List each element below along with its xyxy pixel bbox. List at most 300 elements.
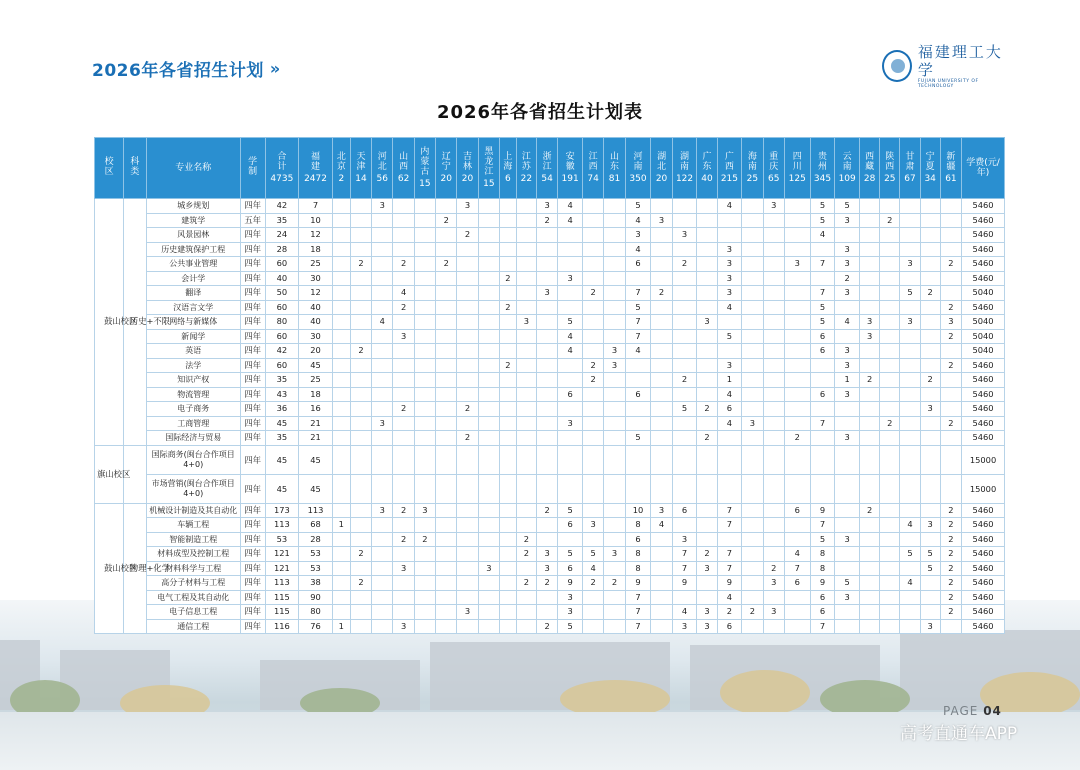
table-cell: [414, 213, 435, 228]
tuition-cell: 5460: [962, 228, 1005, 243]
table-cell: 3: [372, 199, 393, 214]
table-cell: 121: [265, 561, 299, 576]
table-cell: [350, 431, 371, 446]
column-header: [625, 138, 651, 199]
table-cell: [651, 242, 672, 257]
table-cell: [372, 445, 393, 474]
table-cell: 四年: [240, 605, 265, 620]
table-cell: 四年: [240, 547, 265, 562]
table-cell: 60: [265, 300, 299, 315]
table-cell: [372, 590, 393, 605]
table-cell: [478, 605, 499, 620]
table-cell: 3: [835, 532, 860, 547]
table-cell: 3: [697, 561, 717, 576]
table-cell: [672, 329, 697, 344]
table-cell: [478, 474, 499, 503]
column-header-label: 吉林: [463, 152, 473, 172]
table-cell: 2: [350, 547, 371, 562]
table-cell: 80: [299, 605, 333, 620]
table-row: [95, 213, 1005, 228]
table-cell: [537, 271, 558, 286]
table-cell: [920, 605, 940, 620]
table-cell: 四年: [240, 503, 265, 518]
table-cell: 4: [717, 416, 742, 431]
table-cell: [457, 242, 478, 257]
table-cell: [784, 271, 810, 286]
table-cell: 2: [940, 329, 961, 344]
column-header-label: 合计: [277, 152, 287, 172]
table-cell: 2: [784, 431, 810, 446]
table-cell: 42: [265, 199, 299, 214]
table-cell: [457, 213, 478, 228]
subject-label: 历史+不限: [129, 316, 171, 327]
table-cell: [537, 605, 558, 620]
table-cell: 1: [332, 518, 350, 533]
table-cell: 4: [717, 300, 742, 315]
table-cell: [880, 561, 900, 576]
table-cell: [516, 286, 536, 301]
table-row: [95, 286, 1005, 301]
table-cell: [414, 387, 435, 402]
table-cell: 4: [625, 344, 651, 359]
table-cell: [558, 242, 583, 257]
table-cell: 四年: [240, 329, 265, 344]
table-cell: [350, 329, 371, 344]
table-cell: 42: [265, 344, 299, 359]
table-cell: [516, 431, 536, 446]
table-cell: [920, 242, 940, 257]
table-cell: [499, 605, 516, 620]
table-cell: [457, 286, 478, 301]
table-cell: [582, 431, 603, 446]
column-header-total: 20: [461, 174, 474, 184]
table-cell: [920, 329, 940, 344]
table-cell: [835, 605, 860, 620]
table-cell: 2: [582, 373, 603, 388]
table-cell: [414, 431, 435, 446]
table-cell: [457, 503, 478, 518]
table-cell: [940, 619, 961, 634]
table-cell: [742, 387, 763, 402]
table-cell: [414, 561, 435, 576]
table-cell: [457, 329, 478, 344]
table-cell: [332, 590, 350, 605]
table-cell: [717, 474, 742, 503]
table-cell: 四年: [240, 286, 265, 301]
tuition-cell: 5040: [962, 344, 1005, 359]
table-cell: 四年: [240, 300, 265, 315]
table-cell: [784, 315, 810, 330]
table-cell: 四年: [240, 228, 265, 243]
column-header: [582, 138, 603, 199]
table-cell: [478, 576, 499, 591]
table-cell: [332, 431, 350, 446]
table-cell: [350, 358, 371, 373]
table-cell: 113: [265, 576, 299, 591]
table-cell: [414, 445, 435, 474]
column-header-label: 贵州: [818, 152, 828, 172]
table-cell: [763, 431, 784, 446]
column-header-label: 河北: [377, 152, 387, 172]
table-cell: [350, 387, 371, 402]
table-row: [95, 228, 1005, 243]
column-header: [962, 138, 1005, 199]
table-cell: [672, 300, 697, 315]
column-header-total: 122: [675, 174, 694, 184]
table-cell: 4: [558, 329, 583, 344]
major-name-cell: 公共事业管理: [146, 257, 240, 272]
table-cell: [350, 242, 371, 257]
table-cell: [537, 242, 558, 257]
table-row: [95, 344, 1005, 359]
column-header-total: 215: [720, 174, 738, 184]
table-cell: [742, 199, 763, 214]
table-cell: [763, 344, 784, 359]
table-cell: [900, 619, 920, 634]
column-header-label: 山西: [399, 152, 409, 172]
table-cell: [558, 474, 583, 503]
table-cell: [436, 503, 457, 518]
table-cell: [457, 474, 478, 503]
table-cell: 3: [604, 358, 625, 373]
table-cell: [332, 576, 350, 591]
table-cell: [880, 445, 900, 474]
table-cell: [478, 532, 499, 547]
table-cell: 3: [414, 503, 435, 518]
table-cell: 4: [393, 286, 414, 301]
table-cell: [697, 199, 717, 214]
column-header-label: 天津: [356, 152, 366, 172]
table-cell: 3: [717, 358, 742, 373]
table-cell: [436, 402, 457, 417]
table-cell: [372, 286, 393, 301]
table-cell: [457, 300, 478, 315]
column-header-total: 40: [701, 174, 713, 184]
table-cell: [478, 199, 499, 214]
table-cell: 四年: [240, 474, 265, 503]
column-header-total: 125: [788, 174, 806, 184]
table-cell: [436, 431, 457, 446]
page-number: [943, 704, 1002, 718]
table-cell: [717, 213, 742, 228]
table-row: [95, 387, 1005, 402]
table-cell: 2: [499, 271, 516, 286]
table-cell: 18: [299, 242, 333, 257]
table-cell: [900, 402, 920, 417]
table-cell: 25: [299, 257, 333, 272]
table-cell: [393, 242, 414, 257]
table-cell: 45: [299, 445, 333, 474]
table-cell: [763, 590, 784, 605]
table-cell: [537, 228, 558, 243]
table-cell: [835, 228, 860, 243]
table-cell: [436, 474, 457, 503]
column-header-label: 湖南: [680, 152, 690, 172]
table-row: [95, 257, 1005, 272]
column-header-total: 109: [838, 174, 856, 184]
table-cell: [651, 228, 672, 243]
table-cell: [900, 445, 920, 474]
table-cell: [835, 474, 860, 503]
column-header-label: 广东: [702, 152, 712, 172]
table-cell: [860, 402, 880, 417]
table-cell: [499, 387, 516, 402]
table-cell: 6: [558, 518, 583, 533]
table-cell: [499, 402, 516, 417]
table-cell: [582, 503, 603, 518]
table-cell: [499, 315, 516, 330]
table-cell: [860, 228, 880, 243]
tuition-cell: 5460: [962, 619, 1005, 634]
column-header: [146, 138, 240, 199]
table-cell: [651, 474, 672, 503]
column-header-total: 2: [338, 174, 345, 184]
table-cell: 4: [835, 315, 860, 330]
major-name-cell: 会计学: [146, 271, 240, 286]
table-cell: [436, 300, 457, 315]
table-cell: 四年: [240, 271, 265, 286]
table-cell: 2: [940, 358, 961, 373]
tuition-cell: 5460: [962, 300, 1005, 315]
table-row: [95, 619, 1005, 634]
table-cell: [372, 228, 393, 243]
table-cell: 2: [940, 300, 961, 315]
table-cell: [582, 329, 603, 344]
table-cell: 8: [625, 547, 651, 562]
table-cell: 3: [920, 518, 940, 533]
table-cell: [940, 474, 961, 503]
table-cell: 5: [625, 431, 651, 446]
table-cell: [582, 474, 603, 503]
tuition-cell: 5460: [962, 431, 1005, 446]
table-cell: 2: [697, 431, 717, 446]
table-cell: 40: [265, 271, 299, 286]
table-cell: [940, 199, 961, 214]
table-cell: 9: [717, 576, 742, 591]
table-cell: [651, 402, 672, 417]
table-cell: [457, 532, 478, 547]
major-name-cell: 国际商务(闽台合作项目4+0): [146, 445, 240, 474]
table-cell: [763, 518, 784, 533]
table-row: [95, 300, 1005, 315]
table-cell: [835, 329, 860, 344]
table-cell: [697, 329, 717, 344]
table-cell: [784, 300, 810, 315]
table-cell: 7: [810, 518, 835, 533]
table-cell: [516, 605, 536, 620]
table-cell: [393, 576, 414, 591]
table-cell: [651, 271, 672, 286]
table-cell: [880, 576, 900, 591]
watermark-text: 高考直通车APP: [900, 724, 1018, 744]
table-cell: [880, 373, 900, 388]
table-cell: 4: [582, 561, 603, 576]
column-header-label: 新疆: [946, 152, 956, 172]
page-label: PAGE: [943, 704, 979, 718]
table-cell: 2: [499, 300, 516, 315]
table-cell: [582, 402, 603, 417]
table-cell: [332, 242, 350, 257]
table-cell: [516, 416, 536, 431]
major-name-cell: 通信工程: [146, 619, 240, 634]
table-cell: 3: [672, 228, 697, 243]
table-cell: 3: [672, 619, 697, 634]
table-cell: [537, 474, 558, 503]
table-cell: [478, 286, 499, 301]
table-cell: 8: [810, 561, 835, 576]
table-cell: [350, 474, 371, 503]
table-cell: [763, 228, 784, 243]
table-cell: 2: [940, 561, 961, 576]
table-cell: 2: [920, 286, 940, 301]
table-cell: [920, 344, 940, 359]
table-cell: 7: [625, 315, 651, 330]
column-header-label: 广西: [724, 152, 734, 172]
campus-cell: [95, 445, 131, 503]
tuition-cell: 5460: [962, 373, 1005, 388]
table-cell: [436, 576, 457, 591]
table-cell: [350, 373, 371, 388]
table-cell: [372, 358, 393, 373]
column-header-label: 科类: [130, 157, 140, 177]
table-cell: [860, 300, 880, 315]
table-cell: [537, 431, 558, 446]
tuition-cell: 5460: [962, 576, 1005, 591]
table-cell: [920, 445, 940, 474]
major-name-cell: 翻译: [146, 286, 240, 301]
table-cell: 3: [537, 561, 558, 576]
table-cell: 7: [672, 561, 697, 576]
table-cell: [784, 605, 810, 620]
table-cell: [784, 387, 810, 402]
table-cell: [920, 213, 940, 228]
table-cell: 7: [717, 518, 742, 533]
table-cell: [582, 315, 603, 330]
table-cell: [900, 242, 920, 257]
table-cell: 3: [393, 329, 414, 344]
table-row: [95, 431, 1005, 446]
table-cell: [742, 271, 763, 286]
table-cell: 7: [625, 590, 651, 605]
table-cell: 7: [810, 286, 835, 301]
table-cell: [436, 271, 457, 286]
table-cell: [860, 242, 880, 257]
table-cell: [900, 271, 920, 286]
table-row: [95, 402, 1005, 417]
column-header-total: 65: [767, 174, 780, 184]
table-cell: [625, 358, 651, 373]
table-cell: [393, 199, 414, 214]
table-cell: [651, 373, 672, 388]
table-cell: [880, 503, 900, 518]
column-header-label: 上海: [503, 152, 513, 172]
major-name-cell: 法学: [146, 358, 240, 373]
table-cell: 四年: [240, 561, 265, 576]
table-cell: [900, 300, 920, 315]
table-cell: [372, 518, 393, 533]
table-cell: [784, 619, 810, 634]
column-header-total: 67: [904, 174, 916, 184]
table-cell: [436, 358, 457, 373]
table-cell: [763, 213, 784, 228]
table-cell: 7: [717, 503, 742, 518]
table-cell: [516, 445, 536, 474]
table-cell: [457, 344, 478, 359]
tuition-cell: 5460: [962, 358, 1005, 373]
major-name-cell: 高分子材料与工程: [146, 576, 240, 591]
table-cell: 3: [582, 518, 603, 533]
table-row: [95, 445, 1005, 474]
table-cell: 3: [558, 605, 583, 620]
table-row: [95, 329, 1005, 344]
table-cell: [582, 199, 603, 214]
table-cell: [604, 590, 625, 605]
table-row: [95, 199, 1005, 214]
table-cell: 2: [457, 228, 478, 243]
table-cell: [860, 416, 880, 431]
table-cell: [478, 547, 499, 562]
table-cell: [414, 199, 435, 214]
table-cell: 4: [625, 213, 651, 228]
table-cell: [332, 561, 350, 576]
table-cell: [742, 329, 763, 344]
table-cell: [478, 387, 499, 402]
table-cell: [672, 445, 697, 474]
table-cell: 4: [810, 228, 835, 243]
table-cell: 5: [810, 532, 835, 547]
table-cell: 四年: [240, 532, 265, 547]
table-cell: [940, 373, 961, 388]
table-cell: 6: [625, 532, 651, 547]
table-cell: [516, 402, 536, 417]
column-header-total: 191: [561, 174, 579, 184]
table-cell: [414, 228, 435, 243]
table-cell: 7: [810, 416, 835, 431]
table-cell: 45: [265, 474, 299, 503]
table-cell: [582, 590, 603, 605]
table-cell: 3: [625, 228, 651, 243]
table-row: [95, 590, 1005, 605]
table-cell: 3: [835, 431, 860, 446]
table-cell: [537, 445, 558, 474]
table-cell: 35: [265, 213, 299, 228]
major-name-cell: 电子商务: [146, 402, 240, 417]
table-cell: [672, 199, 697, 214]
table-cell: [651, 547, 672, 562]
table-cell: [697, 358, 717, 373]
tuition-cell: 15000: [962, 445, 1005, 474]
table-cell: [582, 532, 603, 547]
table-cell: [558, 532, 583, 547]
table-cell: [516, 228, 536, 243]
table-cell: [436, 532, 457, 547]
table-cell: 四年: [240, 315, 265, 330]
table-cell: 7: [784, 561, 810, 576]
table-cell: [860, 576, 880, 591]
table-cell: [672, 358, 697, 373]
table-cell: 113: [299, 503, 333, 518]
table-cell: [332, 199, 350, 214]
table-cell: 173: [265, 503, 299, 518]
table-cell: [436, 387, 457, 402]
table-cell: [900, 199, 920, 214]
table-row: [95, 474, 1005, 503]
table-cell: [372, 547, 393, 562]
table-cell: 4: [372, 315, 393, 330]
table-cell: [478, 257, 499, 272]
major-name-cell: 材料科学与工程: [146, 561, 240, 576]
table-cell: [742, 532, 763, 547]
